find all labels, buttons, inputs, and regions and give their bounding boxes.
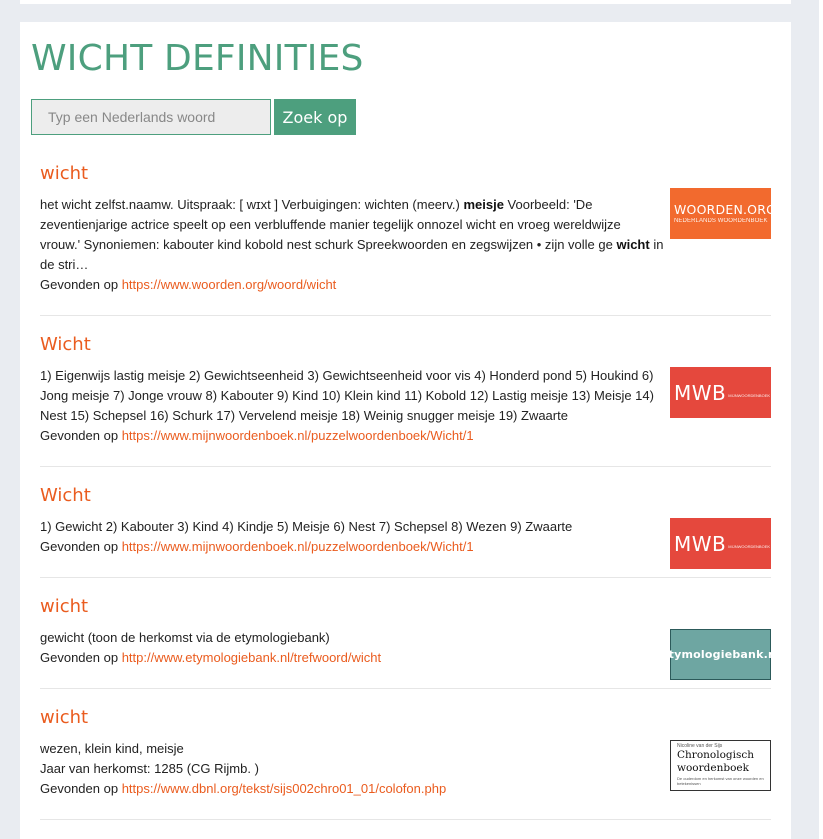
result-body: wezen, klein kind, meisje bbox=[40, 741, 184, 756]
logo-subtext: NEDERLANDS WOORDENBOEK bbox=[674, 217, 768, 224]
content-card bbox=[20, 22, 791, 839]
source-link[interactable]: https://www.woorden.org/woord/wicht bbox=[121, 277, 337, 292]
result-item-2 bbox=[40, 316, 771, 467]
logo-text: etymologiebank.nl bbox=[661, 648, 780, 661]
result-title: wicht bbox=[40, 707, 89, 728]
search-button[interactable]: Zoek op bbox=[274, 99, 356, 135]
result-body: het wicht zelfst.naamw. Uitspraak: [ wɪxt ] Verbuigingen: wichten (meerv.) meisje Voorbeeld: 'De zeventienjarige actrice speelt op een verbluffende manier tegelijk onnozel wicht en vroeg wereldwijze vrouw.' Synoniemen: kabouter kind kobold nest schurk Spreekwoorden en zegswijzen • zijn volle ge wicht in de stri… bbox=[40, 197, 664, 272]
woorden-org-logo[interactable] bbox=[670, 188, 776, 239]
mwb-logo[interactable] bbox=[670, 367, 771, 418]
logo-text: Chronologisch bbox=[677, 749, 755, 761]
page-title: WICHT DEFINITIES bbox=[31, 38, 364, 79]
top-strip bbox=[20, 0, 791, 4]
source-link[interactable]: http://www.etymologiebank.nl/trefwoord/wicht bbox=[121, 650, 382, 665]
result-body: 1) Eigenwijs lastig meisje 2) Gewichtseenheid 3) Gewichtseenheid voor vis 4) Honderd pond 5) Houkind 6) Jong meisje 7) Jonge vrouw 8) Kabouter 9) Kind 10) Klein kind 11) Kobold 12) Lastig meisje 13) Meisje 14) Nest 15) Schepsel 16) Schurk 17) Vervelend meisje 18) Weinig snugger meisje 19) Zwaarte bbox=[40, 368, 654, 423]
logo-text: woordenboek bbox=[677, 762, 749, 774]
result-title: Wicht bbox=[40, 334, 91, 355]
logo-author: Nicoline van der Sijs bbox=[677, 743, 723, 749]
found-line: Gevonden op https://www.dbnl.org/tekst/sijs002chro01_01/colofon.php bbox=[40, 781, 447, 796]
result-title: Wicht bbox=[40, 485, 91, 506]
result-title: wicht bbox=[40, 163, 89, 184]
search-input[interactable] bbox=[31, 99, 271, 135]
result-item-3 bbox=[40, 467, 771, 578]
search-form bbox=[31, 99, 771, 135]
logo-subtext: MIJNWOORDENBOEK bbox=[728, 544, 771, 549]
result-body: gewicht (toon de herkomst via de etymologiebank) bbox=[40, 630, 330, 645]
dbnl-book-logo[interactable] bbox=[670, 740, 771, 791]
source-link[interactable]: https://www.dbnl.org/tekst/sijs002chro01_01/colofon.php bbox=[121, 781, 447, 796]
logo-subtext: De ouderdom en herkomst van onze woorden en betekenissen bbox=[677, 776, 764, 786]
result-item-4 bbox=[40, 578, 780, 689]
mwb-logo[interactable] bbox=[670, 518, 771, 569]
found-line: Gevonden op https://www.woorden.org/woord/wicht bbox=[40, 277, 337, 292]
source-link[interactable]: https://www.mijnwoordenboek.nl/puzzelwoordenboek/Wicht/1 bbox=[121, 539, 474, 554]
source-link[interactable]: https://www.mijnwoordenboek.nl/puzzelwoordenboek/Wicht/1 bbox=[121, 428, 474, 443]
result-title: wicht bbox=[40, 596, 89, 617]
logo-text: WOORDEN.ORG bbox=[674, 201, 776, 217]
found-line: Gevonden op http://www.etymologiebank.nl/trefwoord/wicht bbox=[40, 650, 382, 665]
logo-text: MWB bbox=[674, 380, 727, 405]
right-strip bbox=[819, 0, 823, 839]
etymologiebank-logo[interactable] bbox=[661, 629, 780, 680]
result-origin-year: Jaar van herkomst: 1285 (CG Rijmb. ) bbox=[40, 761, 259, 776]
logo-text: MWB bbox=[674, 531, 727, 556]
result-item-5 bbox=[40, 689, 771, 820]
logo-subtext: MIJNWOORDENBOEK bbox=[728, 393, 771, 398]
result-body: 1) Gewicht 2) Kabouter 3) Kind 4) Kindje 5) Meisje 6) Nest 7) Schepsel 8) Wezen 9) Zwaarte bbox=[40, 519, 573, 534]
found-line: Gevonden op https://www.mijnwoordenboek.nl/puzzelwoordenboek/Wicht/1 bbox=[40, 539, 474, 554]
found-line: Gevonden op https://www.mijnwoordenboek.nl/puzzelwoordenboek/Wicht/1 bbox=[40, 428, 474, 443]
result-item-1 bbox=[40, 145, 776, 316]
